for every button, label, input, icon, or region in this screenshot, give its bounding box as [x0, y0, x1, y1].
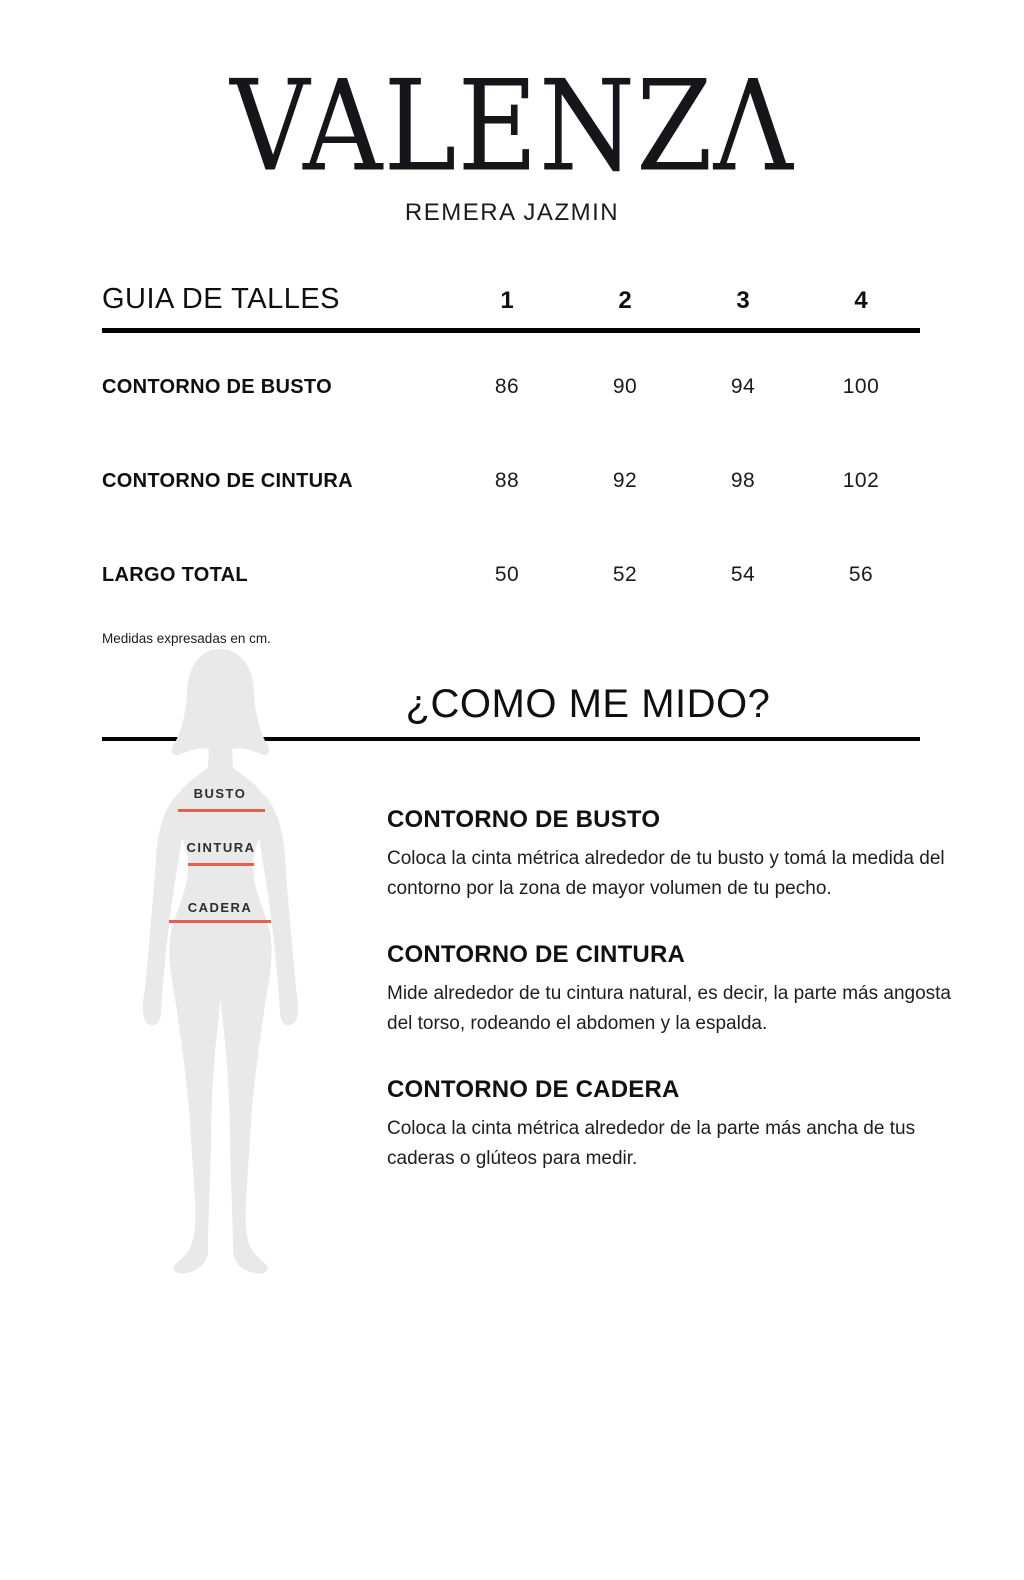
instruction-heading-busto: CONTORNO DE BUSTO: [387, 806, 661, 833]
row-value: 98: [730, 469, 756, 492]
row-value: 88: [494, 469, 520, 492]
busto-measure-line: [178, 809, 265, 812]
brand-header: [0, 0, 1024, 227]
row-value: 52: [612, 563, 638, 586]
instruction-block-busto: [387, 806, 965, 904]
measure-section: [0, 646, 1024, 1436]
size-column-1: 1: [500, 287, 514, 314]
instruction-text-busto: Coloca la cinta métrica alrededor de tu busto y tomá la medida del contorno por la zona de mayor volumen de tu pecho.: [387, 848, 945, 899]
size-column-4: 4: [854, 287, 868, 314]
row-value: 56: [848, 563, 874, 586]
cintura-measure-line: [188, 863, 254, 866]
size-column-3: 3: [736, 287, 750, 314]
measuring-instructions: [387, 806, 965, 1211]
row-label-cintura: CONTORNO DE CINTURA: [102, 470, 353, 492]
instruction-block-cintura: [387, 941, 965, 1039]
table-row: [102, 563, 920, 587]
cadera-measure-line: [169, 920, 271, 923]
table-row: [102, 469, 920, 493]
table-row: [102, 375, 920, 399]
size-table-header: [102, 283, 920, 316]
cintura-figure-label: CINTURA: [186, 840, 256, 855]
size-table-title: GUIA DE TALLES: [102, 283, 341, 315]
table-divider-rule: [102, 328, 920, 333]
instruction-text-cintura: Mide alrededor de tu cintura natural, es decir, la parte más angosta del torso, rodeando el abdomen y la espalda.: [387, 983, 951, 1034]
size-column-2: 2: [618, 287, 632, 314]
row-label-busto: CONTORNO DE BUSTO: [102, 376, 332, 398]
instruction-heading-cadera: CONTORNO DE CADERA: [387, 1076, 680, 1103]
busto-figure-label: BUSTO: [193, 786, 247, 801]
row-label-largo: LARGO TOTAL: [102, 564, 248, 586]
row-value: 90: [612, 375, 638, 398]
brand-logo: VALENZΛ: [230, 52, 794, 199]
instruction-block-cadera: [387, 1076, 965, 1174]
row-value: 102: [842, 469, 880, 492]
row-value: 50: [494, 563, 520, 586]
instruction-text-cadera: Coloca la cinta métrica alrededor de la parte más ancha de tus caderas o glúteos para medir.: [387, 1118, 916, 1169]
row-value: 94: [730, 375, 756, 398]
units-note: Medidas expresadas en cm.: [102, 631, 271, 646]
size-table: [102, 283, 920, 646]
cadera-figure-label: CADERA: [187, 900, 253, 915]
measure-section-title: ¿COMO ME MIDO?: [405, 682, 771, 726]
section-divider-rule-right: [237, 737, 920, 741]
row-value: 86: [494, 375, 520, 398]
row-value: 92: [612, 469, 638, 492]
product-name: REMERA JAZMIN: [404, 199, 620, 226]
female-silhouette-icon: [128, 646, 313, 1274]
instruction-heading-cintura: CONTORNO DE CINTURA: [387, 941, 686, 968]
row-value: 54: [730, 563, 756, 586]
row-value: 100: [842, 375, 880, 398]
